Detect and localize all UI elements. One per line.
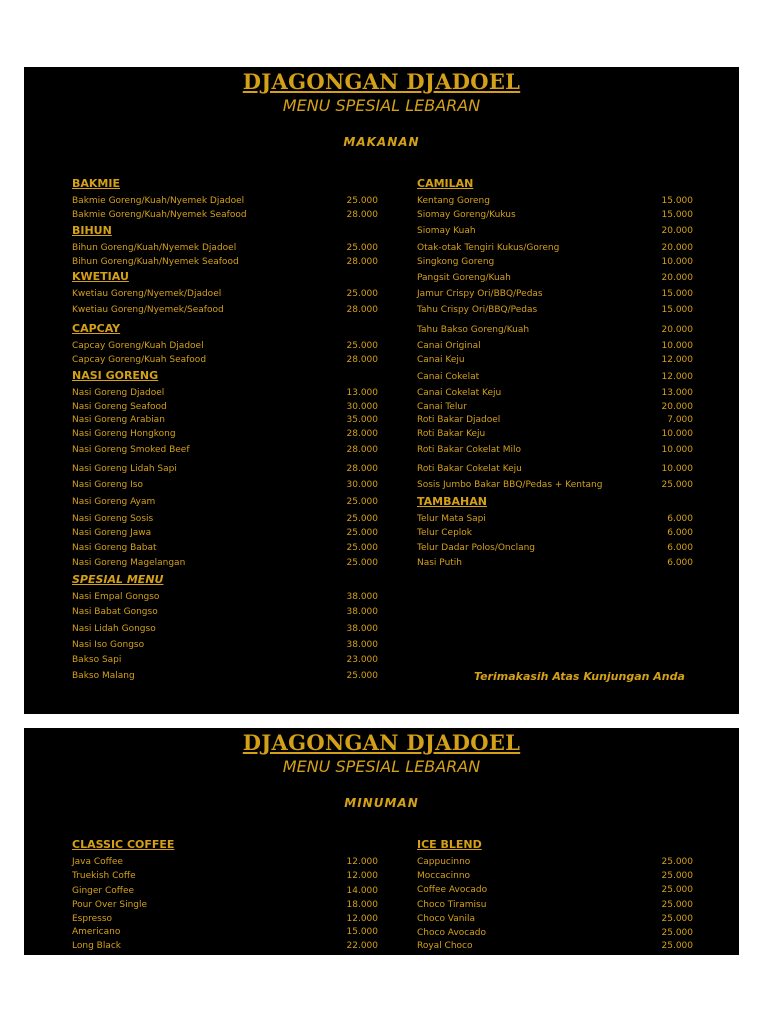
menu-item-price: 25.000 [661,900,693,910]
menu-item-price: 28.000 [346,429,378,439]
menu-item-name: Nasi Goreng Sosis [72,514,154,524]
menu-item-name: Nasi Goreng Magelangan [72,558,186,568]
menu-item-name: Canai Original [417,341,481,351]
menu-item-price: 25.000 [346,558,378,568]
menu-item-name: Nasi Babat Gongso [72,607,158,617]
category-bakmie: BAKMIE [72,177,120,190]
menu-item-name: Pour Over Single [72,900,148,910]
menu-item-price: 6.000 [667,558,693,568]
menu-item-price: 15.000 [661,210,693,220]
menu-item-price: 13.000 [661,388,693,398]
menu-minuman-panel [24,728,739,955]
menu-item-price: 28.000 [346,355,378,365]
menu-item-price: 10.000 [661,341,693,351]
menu-item-price: 15.000 [661,305,693,315]
menu-item-price: 25.000 [346,671,378,681]
menu-item-price: 10.000 [661,257,693,267]
section-heading-minuman: MINUMAN [344,796,419,810]
menu-item-name: Kwetiau Goreng/Nyemek/Seafood [72,305,224,315]
menu-item-price: 10.000 [661,464,693,474]
menu-item-price: 25.000 [661,928,693,938]
category-nasi-goreng: NASI GORENG [72,369,159,382]
menu-item-name: Nasi Lidah Gongso [72,624,156,634]
menu-item-name: Sosis Jumbo Bakar BBQ/Pedas + Kentang [417,480,603,490]
menu-item-name: Roti Bakar Cokelat Keju [417,464,522,474]
menu-item-name: Long Black [72,941,121,951]
menu-item-price: 25.000 [661,480,693,490]
menu-item-name: Cappucinno [417,857,471,867]
menu-item-name: Bakmie Goreng/Kuah/Nyemek Seafood [72,210,247,220]
menu-item-name: Royal Choco [417,941,473,951]
menu-item-price: 25.000 [346,528,378,538]
menu-item-price: 7.000 [667,415,693,425]
menu-item-price: 38.000 [346,607,378,617]
menu-item-price: 25.000 [346,497,378,507]
menu-item-price: 10.000 [661,429,693,439]
menu-item-name: Bihun Goreng/Kuah/Nyemek Seafood [72,257,239,267]
menu-item-name: Kwetiau Goreng/Nyemek/Djadoel [72,289,222,299]
menu-item-price: 15.000 [346,927,378,937]
menu-item-price: 25.000 [661,914,693,924]
menu-item-name: Pangsit Goreng/Kuah [417,273,511,283]
menu-item-price: 23.000 [346,655,378,665]
menu-item-name: Nasi Goreng Seafood [72,402,167,412]
menu-item-name: Americano [72,927,121,937]
menu-item-price: 12.000 [346,857,378,867]
menu-item-price: 20.000 [661,273,693,283]
menu-item-name: Nasi Goreng Smoked Beef [72,445,190,455]
section-heading-makanan: MAKANAN [343,135,420,149]
menu-item-price: 25.000 [346,243,378,253]
menu-item-name: Moccacinno [417,871,471,881]
menu-item-price: 25.000 [346,341,378,351]
category-kwetiau: KWETIAU [72,270,129,283]
menu-item-price: 20.000 [661,402,693,412]
menu-item-price: 28.000 [346,305,378,315]
category-ice-blend: ICE BLEND [417,838,482,851]
menu-item-name: Jamur Crispy Ori/BBQ/Pedas [417,289,543,299]
menu-item-price: 18.000 [346,900,378,910]
menu-item-price: 28.000 [346,445,378,455]
menu-item-price: 12.000 [346,914,378,924]
category-camilan: CAMILAN [417,177,474,190]
menu-item-name: Nasi Goreng Djadoel [72,388,165,398]
menu-item-name: Nasi Goreng Iso [72,480,143,490]
menu-item-price: 10.000 [661,445,693,455]
menu-item-price: 6.000 [667,528,693,538]
menu-item-name: Capcay Goreng/Kuah Djadoel [72,341,204,351]
menu-item-name: Telur Ceplok [417,528,473,538]
menu-item-name: Bakso Sapi [72,655,122,665]
restaurant-title: DJAGONGAN DJADOEL [242,69,521,94]
menu-item-price: 6.000 [667,514,693,524]
menu-item-name: Otak-otak Tengiri Kukus/Goreng [417,243,560,253]
menu-item-name: Nasi Goreng Hongkong [72,429,176,439]
menu-item-price: 25.000 [346,196,378,206]
menu-item-name: Nasi Goreng Jawa [72,528,152,538]
menu-item-price: 25.000 [661,885,693,895]
menu-item-name: Nasi Goreng Ayam [72,497,156,507]
menu-item-price: 25.000 [661,941,693,951]
menu-item-price: 12.000 [346,871,378,881]
menu-subtitle: MENU SPESIAL LEBARAN [282,96,481,115]
menu-item-price: 25.000 [661,871,693,881]
menu-subtitle: MENU SPESIAL LEBARAN [282,757,481,776]
menu-item-name: Canai Cokelat [417,372,480,382]
menu-item-price: 20.000 [661,243,693,253]
menu-item-price: 12.000 [661,372,693,382]
menu-item-name: Tahu Bakso Goreng/Kuah [417,325,530,335]
menu-item-name: Telur Mata Sapi [417,514,486,524]
thanks-note: Terimakasih Atas Kunjungan Anda [474,670,685,683]
menu-item-name: Singkong Goreng [417,257,495,267]
category-spesial-menu: SPESIAL MENU [72,573,164,586]
menu-item-name: Canai Telur [417,402,467,412]
menu-item-price: 25.000 [346,514,378,524]
menu-item-price: 38.000 [346,624,378,634]
restaurant-title: DJAGONGAN DJADOEL [242,730,521,755]
category-tambahan: TAMBAHAN [417,495,487,508]
menu-item-price: 38.000 [346,592,378,602]
menu-item-name: Espresso [72,914,113,924]
menu-item-name: Bihun Goreng/Kuah/Nyemek Djadoel [72,243,237,253]
menu-item-price: 20.000 [661,325,693,335]
menu-item-name: Bakso Malang [72,671,135,681]
menu-item-name: Nasi Goreng Babat [72,543,157,553]
menu-item-price: 15.000 [661,289,693,299]
menu-item-price: 28.000 [346,464,378,474]
menu-item-name: Canai Cokelat Keju [417,388,502,398]
menu-item-price: 20.000 [661,226,693,236]
menu-item-name: Roti Bakar Keju [417,429,486,439]
menu-item-price: 25.000 [661,857,693,867]
menu-item-price: 15.000 [661,196,693,206]
menu-item-name: Nasi Goreng Arabian [72,415,165,425]
menu-item-name: Siomay Goreng/Kukus [417,210,516,220]
menu-item-name: Telur Dadar Polos/Onclang [417,543,536,553]
menu-makanan-panel [24,67,739,714]
menu-item-name: Siomay Kuah [417,226,476,236]
menu-item-price: 13.000 [346,388,378,398]
menu-item-name: Choco Tiramisu [417,900,487,910]
menu-item-name: Nasi Goreng Lidah Sapi [72,464,177,474]
menu-item-name: Choco Vanila [417,914,476,924]
menu-item-price: 28.000 [346,210,378,220]
category-bihun: BIHUN [72,224,112,237]
menu-item-price: 22.000 [346,941,378,951]
menu-item-name: Canai Keju [417,355,465,365]
menu-item-price: 28.000 [346,257,378,267]
menu-item-price: 6.000 [667,543,693,553]
menu-item-price: 25.000 [346,289,378,299]
category-capcay: CAPCAY [72,322,121,335]
menu-item-name: Capcay Goreng/Kuah Seafood [72,355,207,365]
menu-item-name: Ginger Coffee [72,886,135,896]
menu-item-name: Coffee Avocado [417,885,488,895]
menu-item-name: Bakmie Goreng/Kuah/Nyemek Djadoel [72,196,245,206]
menu-item-name: Kentang Goreng [417,196,490,206]
menu-item-price: 14.000 [346,886,378,896]
menu-item-name: Tahu Crispy Ori/BBQ/Pedas [417,305,538,315]
menu-item-price: 38.000 [346,640,378,650]
menu-item-name: Nasi Iso Gongso [72,640,145,650]
menu-item-name: Nasi Putih [417,558,463,568]
menu-item-name: Nasi Empal Gongso [72,592,160,602]
menu-item-price: 30.000 [346,402,378,412]
menu-item-price: 12.000 [661,355,693,365]
category-classic-coffee: CLASSIC COFFEE [72,838,175,851]
menu-item-price: 30.000 [346,480,378,490]
menu-item-price: 35.000 [346,415,378,425]
menu-item-price: 25.000 [346,543,378,553]
menu-item-name: Truekish Coffe [72,871,136,881]
menu-item-name: Java Coffee [72,857,123,867]
menu-item-name: Roti Bakar Cokelat Milo [417,445,521,455]
menu-item-name: Choco Avocado [417,928,486,938]
menu-item-name: Roti Bakar Djadoel [417,415,501,425]
